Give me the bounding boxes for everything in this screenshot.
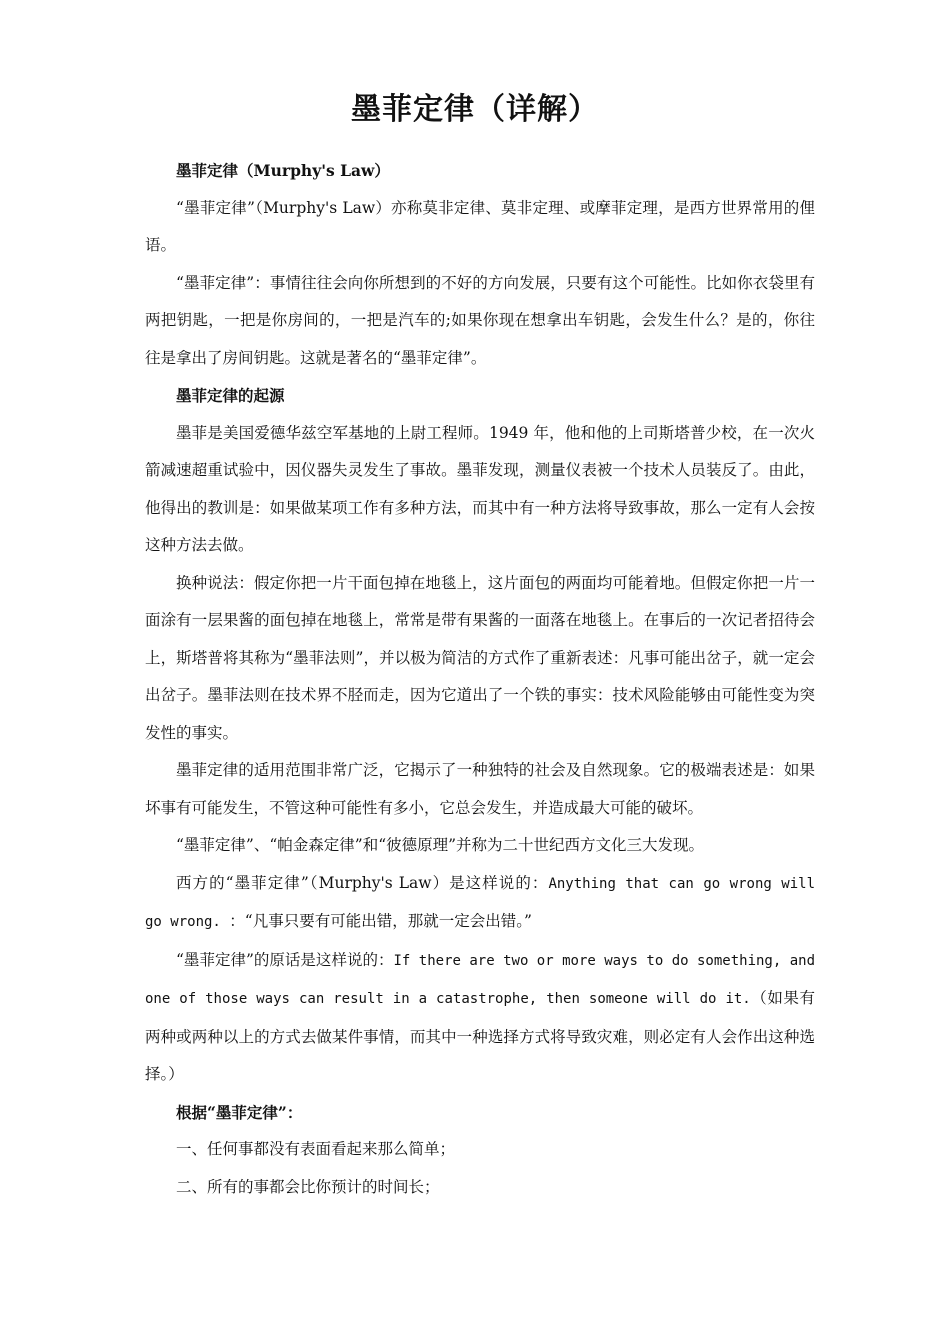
paragraph-definition: “墨菲定律”（Murphy's Law）亦称莫非定律、莫非定理、或摩菲定理，是西方世界常用的俚语。 xyxy=(145,198,815,254)
paragraph-original-wording xyxy=(145,942,815,1094)
paragraph-origin: 墨菲是美国爱德华兹空军基地的上尉工程师。1949 年，他和他的上司斯塔普少校，在一次火箭减速超重试验中，因仪器失灵发生了事故。墨菲发现，测量仪表被一个技术人员装反了。由此，他得出的教训是：如果做某项工作有多种方法，而其中有一种方法将导致事故，那么一定有人会按这种方法去做。 xyxy=(145,423,815,554)
western-saying-english: Anything that can go wrong will go wrong. xyxy=(145,875,816,930)
paragraph-bread-example: 换种说法：假定你把一片干面包掉在地毯上，这片面包的两面均可能着地。但假定你把一片一面涂有一层果酱的面包掉在地毯上，常常是带有果酱的一面落在地毯上。在事后的一次记者招待会上，斯塔普将其称为“墨菲法则”，并以极为简洁的方式作了重新表述：凡事可能出岔子，就一定会出岔子。墨菲法则在技术界不胫而走，因为它道出了一个铁的事实：技术风险能够由可能性变为突发性的事实。 xyxy=(145,573,815,742)
paragraph-key-example: “墨菲定律”：事情往往会向你所想到的不好的方向发展，只要有这个可能性。比如你衣袋里有两把钥匙，一把是你房间的，一把是汽车的;如果你现在想拿出车钥匙，会发生什么？是的，你往往是拿出了房间钥匙。这就是著名的“墨菲定律”。 xyxy=(145,273,815,367)
original-wording-translation: （如果有两种或两种以上的方式去做某件事情，而其中一种选择方式将导致灾难，则必定有人会作出这种选择。） xyxy=(145,989,815,1083)
origin-heading: 墨菲定律的起源 xyxy=(176,386,285,405)
paragraph-scope: 墨菲定律的适用范围非常广泛，它揭示了一种独特的社会及自然现象。它的极端表述是：如果坏事有可能发生，不管这种可能性有多小，它总会发生，并造成最大可能的破坏。 xyxy=(145,761,815,817)
original-wording-english: If there are two or more ways to do something, and one of those ways can result in a catastrophe, then someone will do it. xyxy=(145,952,816,1007)
paragraph-three-discoveries: “墨菲定律”、“帕金森定律”和“彼德原理”并称为二十世纪西方文化三大发现。 xyxy=(176,836,705,854)
original-wording-intro: “墨菲定律”的原话是这样说的： xyxy=(176,950,394,969)
document-title: 墨菲定律（详解） xyxy=(351,92,599,127)
list-item: 一、任何事都没有表面看起来那么简单； xyxy=(176,1140,456,1158)
list-item: 二、所有的事都会比你预计的时间长； xyxy=(176,1177,440,1196)
document-body xyxy=(145,152,815,1206)
western-saying-translation: ：“凡事只要有可能出错，那就一定会出错。” xyxy=(229,912,532,930)
western-saying-intro: 西方的“墨菲定律”（Murphy's Law）是这样说的： xyxy=(176,873,549,892)
intro-heading: 墨菲定律（Murphy's Law） xyxy=(176,161,390,180)
paragraph-western-saying xyxy=(145,865,815,942)
according-heading: 根据“墨菲定律”： xyxy=(176,1102,303,1122)
